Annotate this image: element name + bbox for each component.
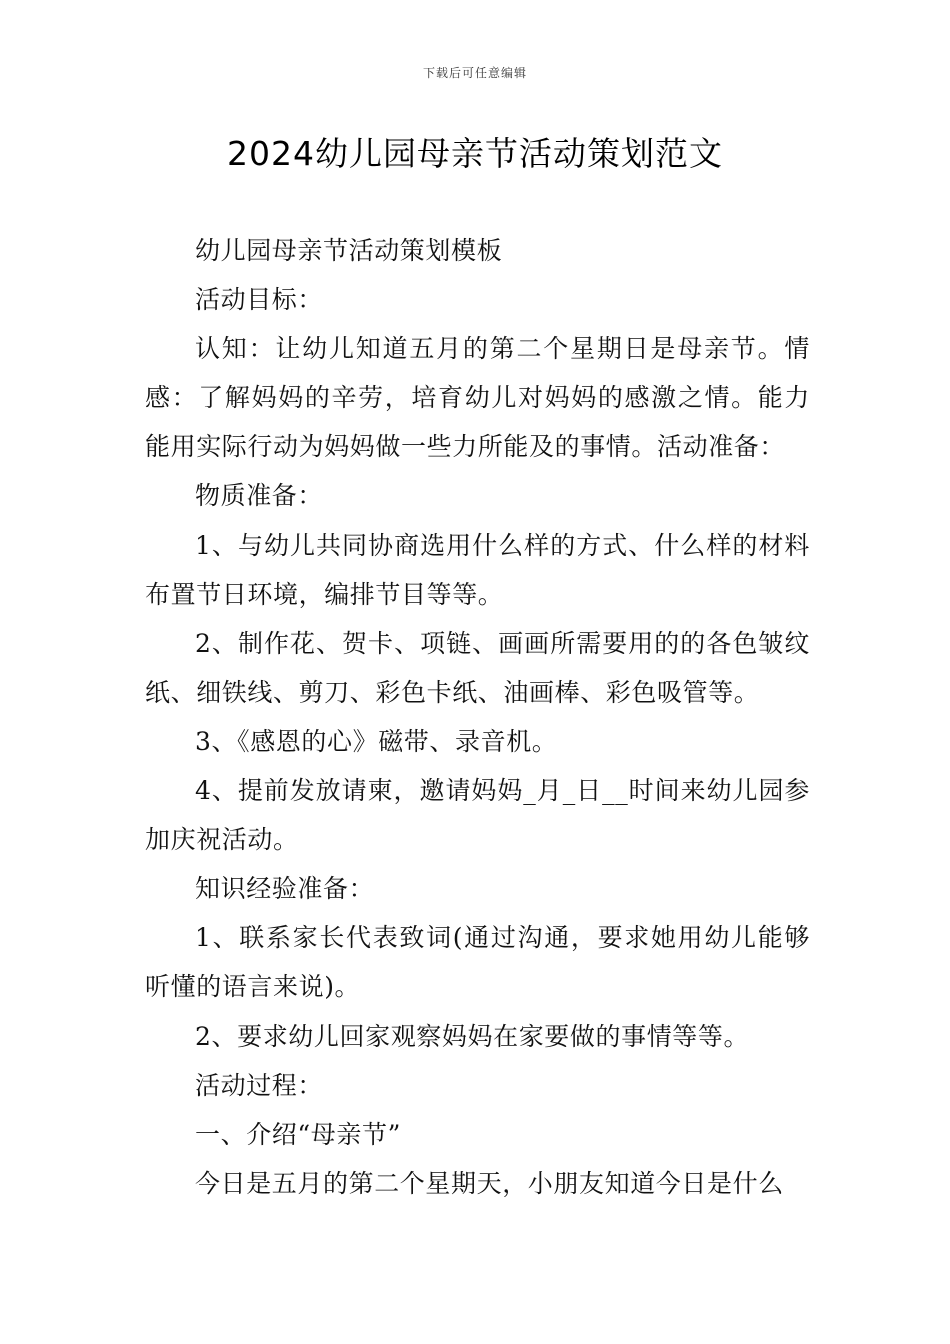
paragraph: 2、要求幼儿回家观察妈妈在家要做的事情等等。 [195,1021,750,1051]
paragraph: 幼儿园母亲节活动策划模板 [195,236,503,265]
paragraph: 1、联系家长代表致词(通过沟通，要求她用幼儿能够听懂的语言来说)。 [145,923,810,1002]
header-note: 下载后可任意编辑 [422,66,527,80]
document-title: 2024幼儿园母亲节活动策划范文 [227,134,723,173]
paragraph: 4、提前发放请柬，邀请妈妈_月_日__时间来幼儿园参加庆祝活动。 [145,776,810,855]
paragraph: 1、与幼儿共同协商选用什么样的方式、什么样的材料布置节日环境，编排节目等等。 [145,530,810,609]
paragraph: 今日是五月的第二个星期天，小朋友知道今日是什么 [195,1168,784,1198]
document-body [145,226,810,1208]
paragraph: 认知：让幼儿知道五月的第二个星期日是母亲节。情感：了解妈妈的辛劳，培育幼儿对妈妈的感激之情。能力能用实际行动为妈妈做一些力所能及的事情。活动准备： [145,334,810,462]
paragraph: 活动过程： [195,1070,324,1100]
paragraph: 物质准备： [195,481,324,511]
paragraph: 一、介绍“母亲节” [195,1119,401,1149]
paragraph: 3、《感恩的心》磁带、录音机。 [195,726,558,756]
paragraph: 知识经验准备： [195,874,375,904]
paragraph: 2、制作花、贺卡、项链、画画所需要用的的各色皱纹纸、细铁线、剪刀、彩色卡纸、油画棒、彩色吸管等。 [145,628,810,707]
paragraph: 活动目标： [195,285,324,315]
